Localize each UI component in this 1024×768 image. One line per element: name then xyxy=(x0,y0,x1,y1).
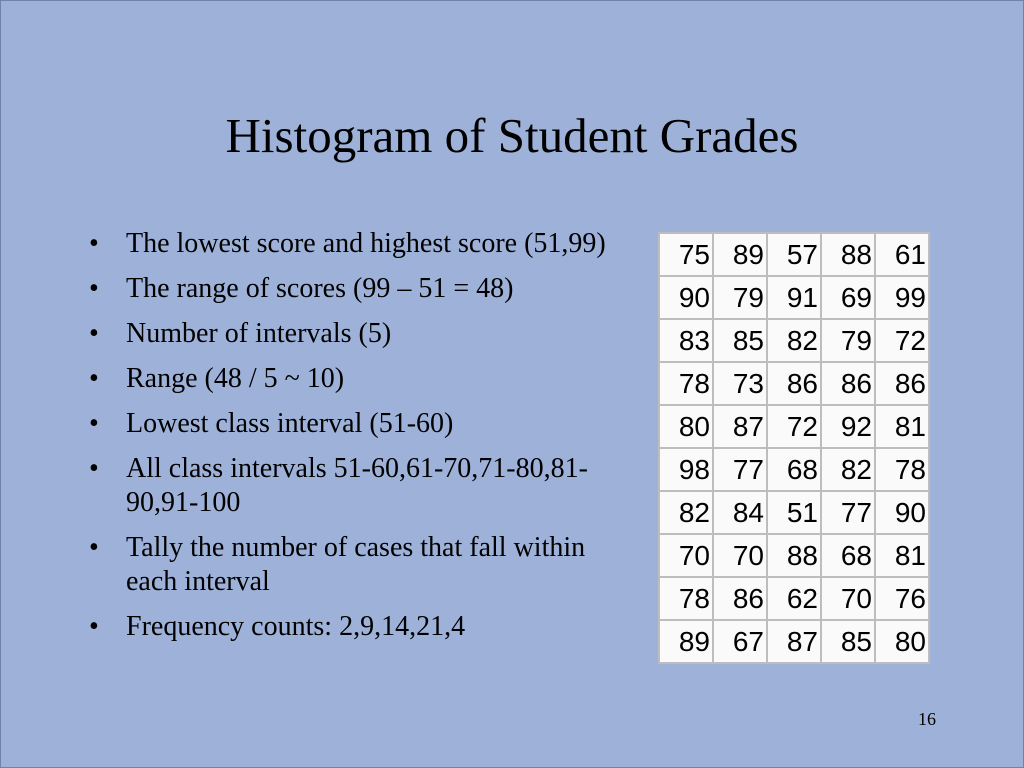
table-cell: 70 xyxy=(821,577,875,620)
table-cell: 67 xyxy=(713,620,767,663)
table-cell: 82 xyxy=(659,491,713,534)
table-cell: 83 xyxy=(659,319,713,362)
table-cell: 62 xyxy=(767,577,821,620)
table-cell: 72 xyxy=(875,319,929,362)
table-cell: 73 xyxy=(713,362,767,405)
bullet-text: All class intervals 51-60,61-70,71-80,81-90,91-100 xyxy=(126,453,588,518)
bullet-marker: • xyxy=(89,532,99,563)
table-cell: 86 xyxy=(767,362,821,405)
table-row xyxy=(659,233,929,276)
table-cell: 89 xyxy=(659,620,713,663)
page-number: 16 xyxy=(918,709,936,729)
table-cell: 88 xyxy=(821,233,875,276)
table-row xyxy=(659,405,929,448)
table-cell: 85 xyxy=(713,319,767,362)
bullet-text: Tally the number of cases that fall within each interval xyxy=(126,532,586,597)
table-row xyxy=(659,276,929,319)
table-cell: 79 xyxy=(821,319,875,362)
table-cell: 88 xyxy=(767,534,821,577)
table-cell: 78 xyxy=(875,448,929,491)
table-cell: 86 xyxy=(875,362,929,405)
bullet-item xyxy=(89,531,619,599)
table-cell: 75 xyxy=(659,233,713,276)
table-cell: 86 xyxy=(821,362,875,405)
table-cell: 69 xyxy=(821,276,875,319)
table-cell: 68 xyxy=(821,534,875,577)
table-row xyxy=(659,319,929,362)
table-row xyxy=(659,620,929,663)
table-cell: 87 xyxy=(767,620,821,663)
table-row xyxy=(659,491,929,534)
bullet-item xyxy=(89,317,619,351)
table-cell: 99 xyxy=(875,276,929,319)
bullet-text: The lowest score and highest score (51,99) xyxy=(126,228,606,259)
table-cell: 92 xyxy=(821,405,875,448)
bullet-marker: • xyxy=(89,273,99,304)
bullet-item xyxy=(89,272,619,306)
table-cell: 78 xyxy=(659,577,713,620)
bullet-item xyxy=(89,610,619,644)
table-cell: 76 xyxy=(875,577,929,620)
table-cell: 61 xyxy=(875,233,929,276)
slide-title: Histogram of Student Grades xyxy=(225,108,799,163)
table-cell: 98 xyxy=(659,448,713,491)
bullet-item xyxy=(89,407,619,441)
table-cell: 57 xyxy=(767,233,821,276)
table-cell: 90 xyxy=(875,491,929,534)
bullet-marker: • xyxy=(89,611,99,642)
table-row xyxy=(659,448,929,491)
bullet-marker: • xyxy=(89,228,99,259)
table-cell: 77 xyxy=(821,491,875,534)
grades-table xyxy=(658,232,930,664)
table-row xyxy=(659,362,929,405)
table-cell: 70 xyxy=(713,534,767,577)
table-cell: 81 xyxy=(875,405,929,448)
table-cell: 87 xyxy=(713,405,767,448)
table-cell: 89 xyxy=(713,233,767,276)
table-cell: 77 xyxy=(713,448,767,491)
table-cell: 85 xyxy=(821,620,875,663)
bullet-marker: • xyxy=(89,363,99,394)
bullet-item xyxy=(89,227,619,261)
bullet-item xyxy=(89,362,619,396)
table-cell: 79 xyxy=(713,276,767,319)
bullet-item xyxy=(89,452,619,520)
table-cell: 80 xyxy=(875,620,929,663)
table-cell: 51 xyxy=(767,491,821,534)
bullet-marker: • xyxy=(89,318,99,349)
table-cell: 70 xyxy=(659,534,713,577)
table-cell: 91 xyxy=(767,276,821,319)
bullet-text: Range (48 / 5 ~ 10) xyxy=(126,363,345,394)
table-row xyxy=(659,534,929,577)
table-cell: 81 xyxy=(875,534,929,577)
table-cell: 78 xyxy=(659,362,713,405)
bullet-text: Lowest class interval (51-60) xyxy=(126,408,454,439)
bullet-text: The range of scores (99 – 51 = 48) xyxy=(126,273,514,304)
table-cell: 68 xyxy=(767,448,821,491)
table-row xyxy=(659,577,929,620)
table-cell: 80 xyxy=(659,405,713,448)
table-cell: 84 xyxy=(713,491,767,534)
bullet-marker: • xyxy=(89,408,99,439)
bullet-text: Frequency counts: 2,9,14,21,4 xyxy=(126,611,466,642)
table-cell: 90 xyxy=(659,276,713,319)
bullet-text: Number of intervals (5) xyxy=(126,318,392,349)
bullet-marker: • xyxy=(89,453,99,484)
table-cell: 86 xyxy=(713,577,767,620)
table-cell: 82 xyxy=(767,319,821,362)
table-cell: 72 xyxy=(767,405,821,448)
bullet-list xyxy=(89,227,619,655)
table-cell: 82 xyxy=(821,448,875,491)
